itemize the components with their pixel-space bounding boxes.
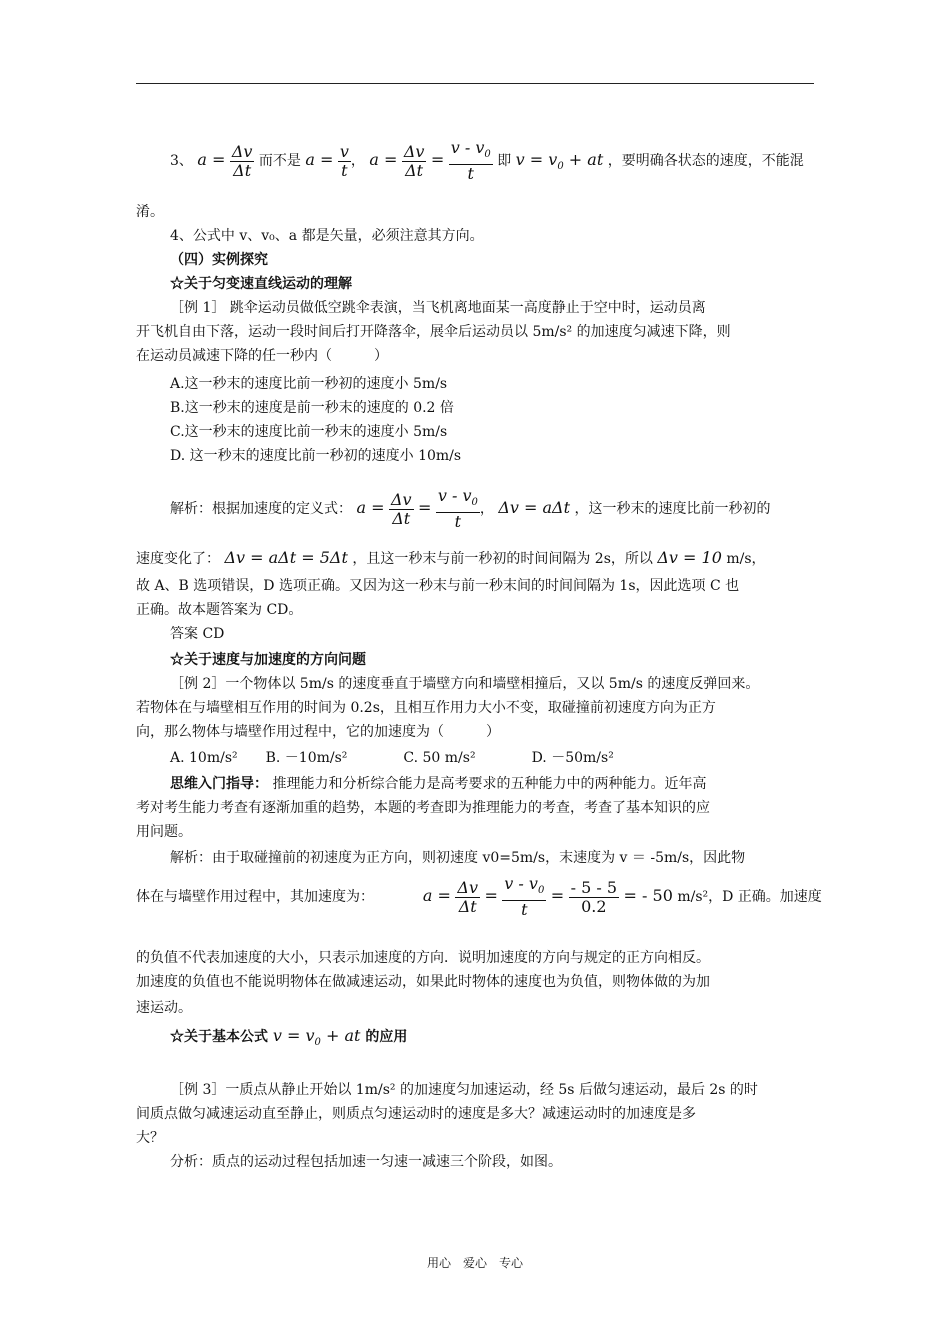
ex1-answer: 答案 CD: [170, 626, 225, 642]
ex2-guide-line3: 用问题。: [136, 824, 192, 840]
ex1-sol-prefix: 解析：根据加速度的定义式：: [170, 501, 352, 517]
header-rule: [136, 83, 814, 84]
topic1-heading: ☆关于匀变速直线运动的理解: [170, 276, 352, 292]
ex1-solution-line2: [136, 546, 816, 571]
frac-dv-dt3: $\frac{\Delta v}{\Delta t}$: [390, 489, 412, 528]
ex1-sol2-mid: ，且这一秒末与前一秒初的时间间隔为 2s，所以: [352, 551, 653, 567]
formula-dv-adt: Δv = aΔt: [498, 498, 571, 517]
frac-dv-dt: $\frac{\Delta v}{\Delta t}$: [231, 141, 253, 180]
ex2-line1: ［例 2］一个物体以 5m/s 的速度垂直于墙壁方向和墙壁相撞后，又以 5m/s 的速度反弹回来。: [170, 676, 760, 692]
frac-numeric: $\frac{- 5 - 5}{0.2}$: [570, 877, 618, 916]
section4-heading: （四）实例探究: [170, 252, 268, 268]
ex2-guide-line1: [136, 772, 850, 796]
item3-line: 3、 a = $\frac{\Delta v}{\Delta t}$ 而不是 a = $\frac{v}{t}$ ， a = $\frac{\Delta v}{\Delta t}$ = $\frac{v - v_0}{t}$ 即 $v = v_0$ + at ，要明确各状态的速度，不能混: [170, 137, 804, 184]
ex1-sol-suffix: ，这一秒末的速度比前一秒初的: [574, 501, 771, 517]
item3-prefix: 3、: [170, 153, 193, 169]
ex1-sol2-suffix: m/s，: [726, 551, 766, 567]
frac-v-v0-t2: $\frac{v - v_0}{t}$: [437, 485, 478, 532]
ex1-solution-line1: 解析：根据加速度的定义式： a = $\frac{\Delta v}{\Delta t}$ = $\frac{v - v_0}{t}$ ， Δv = aΔt ，这一秒末的速度比前一秒初的: [170, 485, 771, 532]
guide-label: 思维入门指导：: [170, 776, 268, 792]
item4: 4、公式中 v、v₀、a 都是矢量，必须注意其方向。: [170, 228, 484, 244]
ex2-solution-line1: 解析：由于取碰撞前的初速度为正方向，则初速度 v0=5m/s，末速度为 v ＝ -5m/s，因此物: [170, 850, 746, 866]
topic3-heading: [136, 1024, 850, 1055]
formula-v-v0-at: $v = v_0$ + at: [515, 150, 604, 173]
ex2-guide-line2: 考对考生能力考查有逐渐加重的趋势，本题的考查即为推理能力的考查，考查了基本知识的应: [136, 800, 710, 816]
ex1-option-a: A.这一秒末的速度比前一秒初的速度小 5m/s: [170, 376, 448, 392]
ex1-sol2-prefix: 速度变化了：: [136, 551, 220, 567]
ex2-line3: 向，那么物体与墙壁作用过程中，它的加速度为（ ）: [136, 724, 500, 740]
topic3-prefix: ☆关于基本公式: [170, 1029, 268, 1045]
page-footer: 用心 爱心 专心: [426, 1256, 523, 1270]
ex3-line3: 大？: [136, 1130, 164, 1146]
ex3-line1: ［例 3］一质点从静止开始以 1m/s² 的加速度匀加速运动，经 5s 后做匀速运动，最后 2s 的时: [170, 1082, 758, 1098]
ex2-solution-line5: 速运动。: [136, 1000, 192, 1016]
ex3-line2: 间质点做匀减速运动直至静止，则质点匀速运动时的速度是多大？减速运动时的加速度是多: [136, 1106, 696, 1122]
ex1-option-c: C.这一秒末的速度比前一秒末的速度小 5m/s: [170, 424, 448, 440]
ex2-solution-line3: 的负值不代表加速度的大小，只表示加速度的方向．说明加速度的方向与规定的正方向相反。: [136, 950, 710, 966]
ex2-sol2-suffix: m/s²，D 正确。加速度: [677, 889, 822, 905]
ex1-line1: ［例 1］ 跳伞运动员做低空跳伞表演，当飞机离地面某一高度静止于空中时，运动员离: [170, 300, 706, 316]
formula-dv-10: Δv = 10: [657, 548, 722, 567]
ex3-analysis: 分析：质点的运动过程包括加速一匀速一减速三个阶段，如图。: [170, 1154, 562, 1170]
item3-ji: 即: [497, 153, 512, 169]
frac-v-v0-t3: $\frac{v - v_0}{t}$: [504, 873, 545, 920]
ex2-solution-line2: 体在与墙壁作用过程中，其加速度为： a = $\frac{\Delta v}{\Delta t}$ = $\frac{v - v_0}{t}$ = $\frac{- 5 - 5}{0.2}$ = - 50 m/s²，D 正确。加速度: [136, 873, 822, 920]
topic3-suffix: 的应用: [365, 1029, 408, 1045]
frac-dv-dt2: $\frac{\Delta v}{\Delta t}$: [403, 141, 425, 180]
formula-a3: a =: [369, 150, 398, 169]
ex1-option-d: D. 这一秒末的速度比前一秒初的速度小 10m/s: [170, 448, 462, 464]
ex2-options: A. 10m/s² B. －10m/s² C. 50 m/s² D. －50m/s²: [170, 750, 614, 766]
ex2-sol2-prefix: 体在与墙壁作用过程中，其加速度为：: [136, 889, 374, 905]
item3-continuation: 淆。: [136, 204, 164, 220]
guide-text1: 推理能力和分析综合能力是高考要求的五种能力中的两种能力。近年高: [272, 776, 707, 792]
formula-dv-5dt: Δv = aΔt = 5Δt: [224, 548, 348, 567]
formula-v-v0-at2: $v = v_0$ + at: [272, 1026, 361, 1049]
ex1-line3: 在运动员减速下降的任一秒内（ ）: [136, 348, 388, 364]
ex1-solution-line3: 故 A、B 选项错误，D 选项正确。又因为这一秒末与前一秒末间的时间间隔为 1s，因此选项 C 也: [136, 578, 740, 594]
topic2-heading: ☆关于速度与加速度的方向问题: [170, 652, 366, 668]
ex1-option-b: B.这一秒末的速度是前一秒末的速度的 0.2 倍: [170, 400, 454, 416]
frac-v-t: $\frac{v}{t}$: [339, 141, 349, 180]
formula-a2: a =: [305, 150, 334, 169]
ex2-line2: 若物体在与墙壁相互作用的时间为 0.2s，且相互作用力大小不变，取碰撞前初速度方向为正方: [136, 700, 716, 716]
ex2-solution-line4: 加速度的负值也不能说明物体在做减速运动，如果此时物体的速度也为负值，则物体做的为加: [136, 974, 710, 990]
ex1-solution-line4: 正确。故本题答案为 CD。: [136, 602, 303, 618]
formula-a: a =: [197, 150, 226, 169]
ex1-line2: 开飞机自由下落，运动一段时间后打开降落伞，展伞后运动员以 5m/s² 的加速度匀减速下降，则: [136, 324, 731, 340]
frac-v-v0-t: $\frac{v - v_0}{t}$: [450, 137, 491, 184]
item3-not: 而不是: [258, 153, 301, 169]
frac-dv-dt4: $\frac{\Delta v}{\Delta t}$: [457, 877, 478, 916]
item3-suffix: ，要明确各状态的速度，不能混: [607, 153, 804, 169]
